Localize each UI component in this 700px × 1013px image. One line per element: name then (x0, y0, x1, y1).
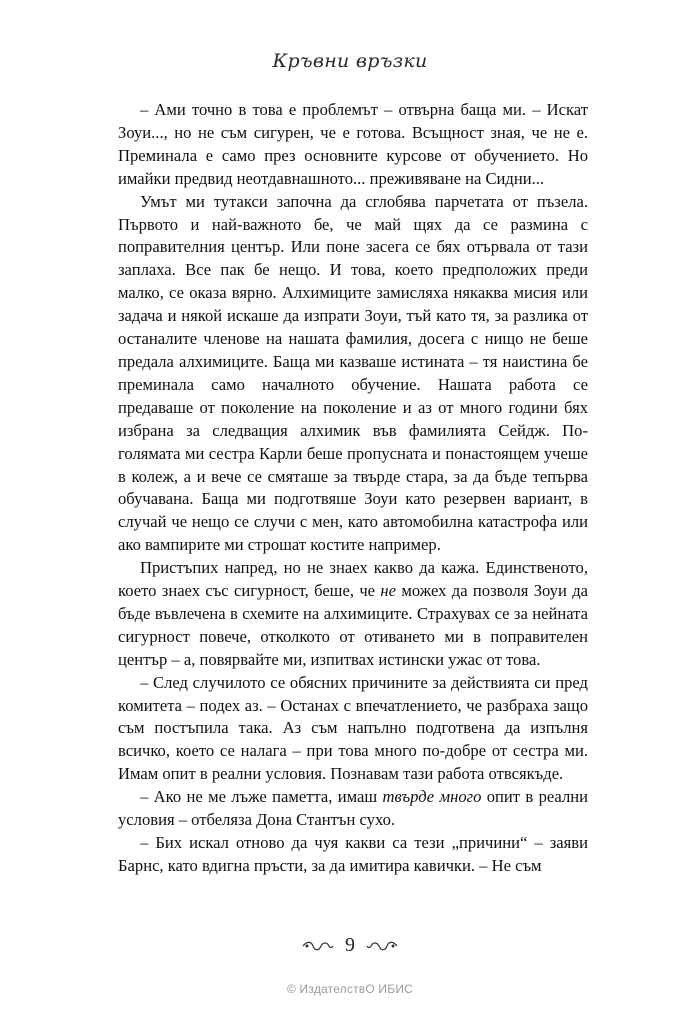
paragraph-text: Пристъпих напред, но не знаех какво да кажа. Единственото, което знаех със сигурност, беше, че (118, 558, 588, 601)
paragraph-text: – Ако не ме лъже паметта, имаш (140, 787, 383, 807)
emphasis-text: не (380, 581, 396, 601)
paragraph-text: – След случилото се обясних причините за действията си пред комитета – подех аз. – Останах с впечатлението, че разбраха защо съм постъпила така. Аз съм напълно подготвена да изпълня всичко, което се налага – при това много по-добре от сестра ми. Имам опит в реални условия. Познавам тази работа отвсякъде. (118, 672, 588, 784)
folio (0, 934, 700, 957)
paragraph (118, 99, 588, 191)
running-head-title: Кръвни връзки (272, 50, 428, 72)
paragraph (118, 191, 588, 558)
paragraph-text: опит в реални условия – отбеляза Дона Стантън сухо. (118, 787, 588, 830)
paragraph-text: – Ами точно в това е проблемът – отвърна баща ми. – Искат Зоуи..., но не съм сигурен, че е готова. Всъщност зная, че не е. Преминала е само през основните курсове от обучението. Но имайки предвид неотдавнашното... преживяване на Сидни... (118, 100, 588, 188)
right-ornament-icon (365, 940, 399, 952)
emphasis-text: твърде много (382, 787, 482, 807)
paragraph (118, 832, 588, 878)
paragraph-text: можех да позволя Зоуи да бъде въвлечена в схемите на алхимиците. Страхувах се за нейната сигурност повече, отколкото от отиването ми в поправителен център – а, повярвайте ми, изпитвах истински ужас от това. (118, 581, 589, 669)
publisher-footer: © ИздателствО ИБИС (286, 982, 414, 996)
paragraph (118, 557, 588, 672)
page-number: 9 (345, 934, 355, 956)
paragraph-text: Умът ми тутакси започна да сглобява парчетата от пъзела. Първото и най-важното бе, че май щях да се размина с поправителния център. Или поне засега се бях отървала от тази заплаха. Все пак бе нещо. И това, което предположих преди малко, се оказа вярно. Алхимиците замисляха някаква мисия или задача и някой искаше да изпрати Зоуи, тъй като тя, за разлика от останалите членове на нашата фамилия, досега с нищо не беше предала алхимиците. Баща ми казваше истината – тя наистина бе преминала само началното обучение. Нашата работа се предаваше от поколение на поколение и аз от много години бях избрана за следващия алхимик във фамилията Сейдж. По-голямата ми сестра Карли беше пропусната и понастоящем учеше в колеж, а и вече се смяташе за твърде стара, за да бъде тепърва обучавана. Баща ми подготвяше Зоуи като резервен вариант, в случай че нещо се случи с мен, като автомобилна катастрофа или ако вампирите ми строшат костите например. (118, 191, 588, 555)
paragraph-text: – Бих искал отново да чуя какви са тези „причини“ – заяви Барнс, като вдигна пръсти, за да имитира кавички. – Не съм (118, 833, 588, 875)
paragraph (118, 672, 588, 787)
body-text (118, 99, 588, 878)
left-ornament-icon (301, 940, 335, 952)
paragraph (118, 786, 588, 832)
